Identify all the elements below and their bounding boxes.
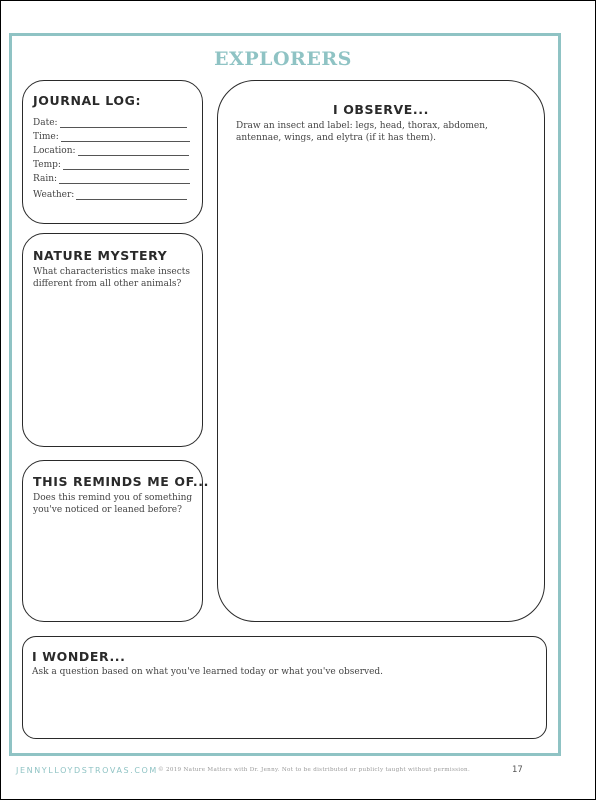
footer-copyright: © 2019 Nature Matters with Dr. Jenny. Not to be distributed or publicly taught without permission. bbox=[158, 767, 471, 773]
journal-log-date bbox=[33, 116, 187, 128]
journal-log-weather bbox=[33, 188, 187, 200]
date-label: Date: bbox=[33, 118, 58, 128]
date-field[interactable] bbox=[60, 118, 187, 128]
wonder-prompt: Ask a question based on what you've learned today or what you've observed. bbox=[32, 667, 384, 677]
nature-mystery-prompt: What characteristics make insects different from all other animals? bbox=[33, 267, 190, 289]
nature-mystery-box bbox=[22, 233, 203, 447]
page-number: 17 bbox=[512, 765, 523, 775]
journal-log-time bbox=[33, 130, 190, 142]
wonder-box bbox=[22, 636, 547, 739]
journal-log-heading: JOURNAL LOG: bbox=[33, 93, 142, 108]
time-label: Time: bbox=[33, 132, 59, 142]
reminds-me-prompt: Does this remind you of something you've noticed or leaned before? bbox=[33, 493, 193, 515]
location-label: Location: bbox=[33, 146, 76, 156]
observe-box bbox=[217, 80, 545, 622]
nature-mystery-heading: NATURE MYSTERY bbox=[33, 248, 168, 263]
observe-heading: I OBSERVE... bbox=[333, 102, 429, 117]
location-field[interactable] bbox=[78, 146, 189, 156]
journal-log-box bbox=[22, 80, 203, 224]
journal-log-temp bbox=[33, 158, 189, 170]
weather-label: Weather: bbox=[33, 190, 75, 200]
temp-label: Temp: bbox=[33, 160, 61, 170]
temp-field[interactable] bbox=[63, 160, 189, 170]
wonder-heading: I WONDER... bbox=[32, 649, 126, 664]
journal-log-location bbox=[33, 144, 189, 156]
reminds-me-box bbox=[22, 460, 209, 622]
weather-field[interactable] bbox=[76, 190, 187, 200]
time-field[interactable] bbox=[61, 132, 190, 142]
footer-website: JENNYLLOYDSTROVAS.COM bbox=[16, 766, 158, 775]
journal-log-rain bbox=[33, 172, 190, 184]
rain-field[interactable] bbox=[59, 174, 190, 184]
observe-prompt: Draw an insect and label: legs, head, thorax, abdomen, antennae, wings, and elytra (if it has them). bbox=[236, 121, 488, 143]
page-title: EXPLORERS bbox=[214, 48, 352, 70]
reminds-me-heading: THIS REMINDS ME OF... bbox=[33, 474, 209, 489]
rain-label: Rain: bbox=[33, 174, 58, 184]
